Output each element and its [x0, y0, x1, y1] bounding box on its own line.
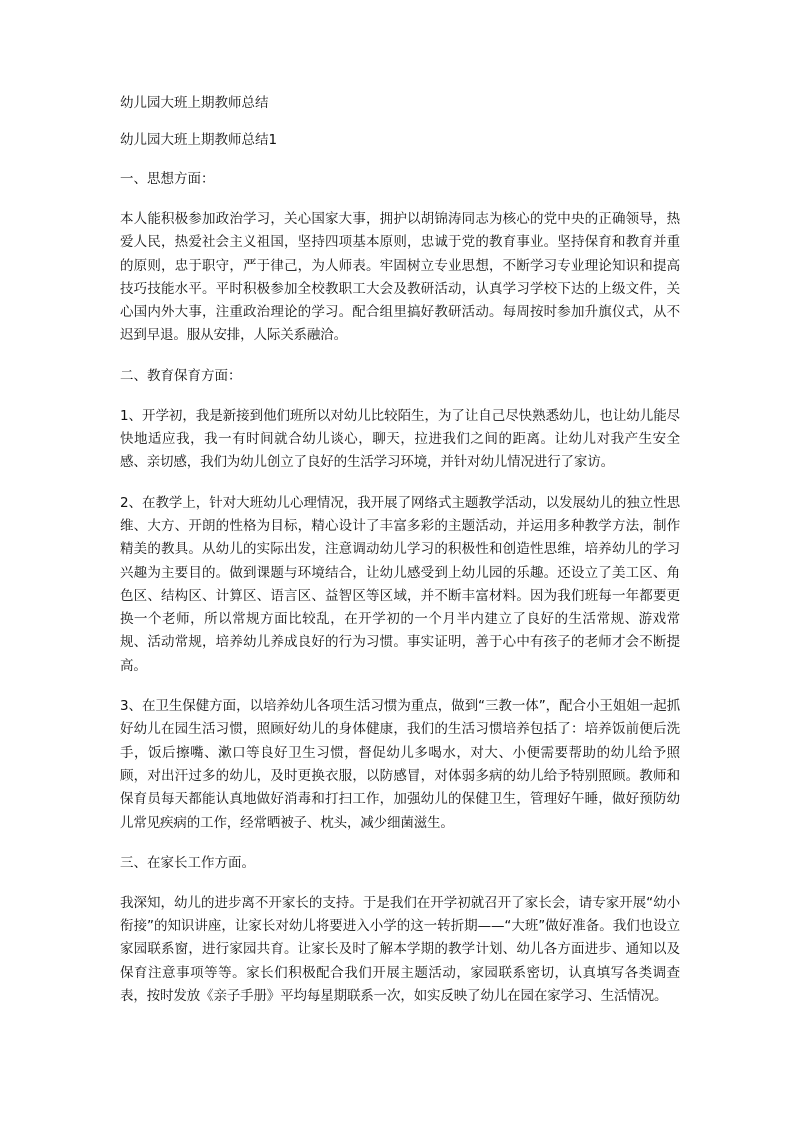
paragraph-education-1: 1、开学初，我是新接到他们班所以对幼儿比较陌生，为了让自己尽快熟悉幼儿，也让幼儿能尽快地适应我，我一有时间就合幼儿谈心，聊天，拉进我们之间的距离。让幼儿对我产生安全感、亲切感，我们为幼儿创立了良好的生活学习环境，并针对幼儿情况进行了家访。: [120, 407, 680, 471]
document-title: 幼儿园大班上期教师总结: [120, 95, 269, 111]
paragraph-education-3: 3、在卫生保健方面，以培养幼儿各项生活习惯为重点，做到“三教一体”，配合小王姐姐一起抓好幼儿在园生活习惯，照顾好幼儿的身体健康，我们的生活习惯培养包括了：培养饭前便后洗手，饭后擦嘴、漱口等良好卫生习惯，督促幼儿多喝水，对大、小便需要帮助的幼儿给予照顾，对出汗过多的幼儿，及时更换衣服，以防感冒，对体弱多病的幼儿给予特别照顾。教师和保育员每天都能认真地做好消毒和打扫工作，加强幼儿的保健卫生，管理好午睡，做好预防幼儿常见疾病的工作，经常晒被子、枕头，减少细菌滋生。: [120, 698, 680, 831]
section-heading-parents: 三、在家长工作方面。: [120, 854, 255, 871]
paragraph-thought: 本人能积极参加政治学习，关心国家大事，拥护以胡锦涛同志为核心的党中央的正确领导，热爱人民，热爱社会主义祖国，坚持四项基本原则，忠诚于党的教育事业。坚持保育和教育并重的原则，忠于职守，严于律己，为人师表。牢固树立专业思想，不断学习专业理论知识和提高技巧技能水平。平时积极参加全校教职工大会及教研活动，认真学习学校下达的上级文件，关心国内外大事，注重政治理论的学习。配合组里搞好教研活动。每周按时参加升旗仪式，从不迟到早退。服从安排，人际关系融洽。: [120, 211, 680, 344]
document-page: [120, 92, 680, 1025]
section-heading-education: 二、教育保育方面：: [120, 367, 242, 384]
paragraph-parents: 我深知，幼儿的进步离不开家长的支持。于是我们在开学初就召开了家长会，请专家开展“幼小衔接”的知识讲座，让家长对幼儿将要进入小学的这一转折期——“大班”做好准备。我们也设立家园联系窗，进行家园共育。让家长及时了解本学期的教学计划、幼儿各方面进步、通知以及保育注意事项等等。家长们积极配合我们开展主题活动，家园联系密切，认真填写各类调查表，按时发放《亲子手册》平均每星期联系一次，如实反映了幼儿在园在家学习、生活情况。: [120, 894, 680, 1005]
paragraph-education-2: 2、在教学上，针对大班幼儿心理情况，我开展了网络式主题教学活动，以发展幼儿的独立性思维、大方、开朗的性格为目标，精心设计了丰富多彩的主题活动，并运用多种教学方法，制作精美的教具。从幼儿的实际出发，注意调动幼儿学习的积极性和创造性思维，培养幼儿的学习兴趣为主要目的。做到课题与环境结合，让幼儿感受到上幼儿园的乐趣。还设立了美工区、角色区、结构区、计算区、语言区、益智区等区域，并不断丰富材料。因为我们班每一年都要更换一个老师，所以常规方面比较乱，在开学初的一个月半内建立了良好的生活常规、游戏常规、活动常规，培养幼儿养成良好的行为习惯。事实证明，善于心中有孩子的老师才会不断提高。: [120, 494, 680, 674]
section-heading-thought: 一、思想方面：: [120, 171, 215, 187]
document-subtitle: 幼儿园大班上期教师总结1: [120, 132, 278, 148]
